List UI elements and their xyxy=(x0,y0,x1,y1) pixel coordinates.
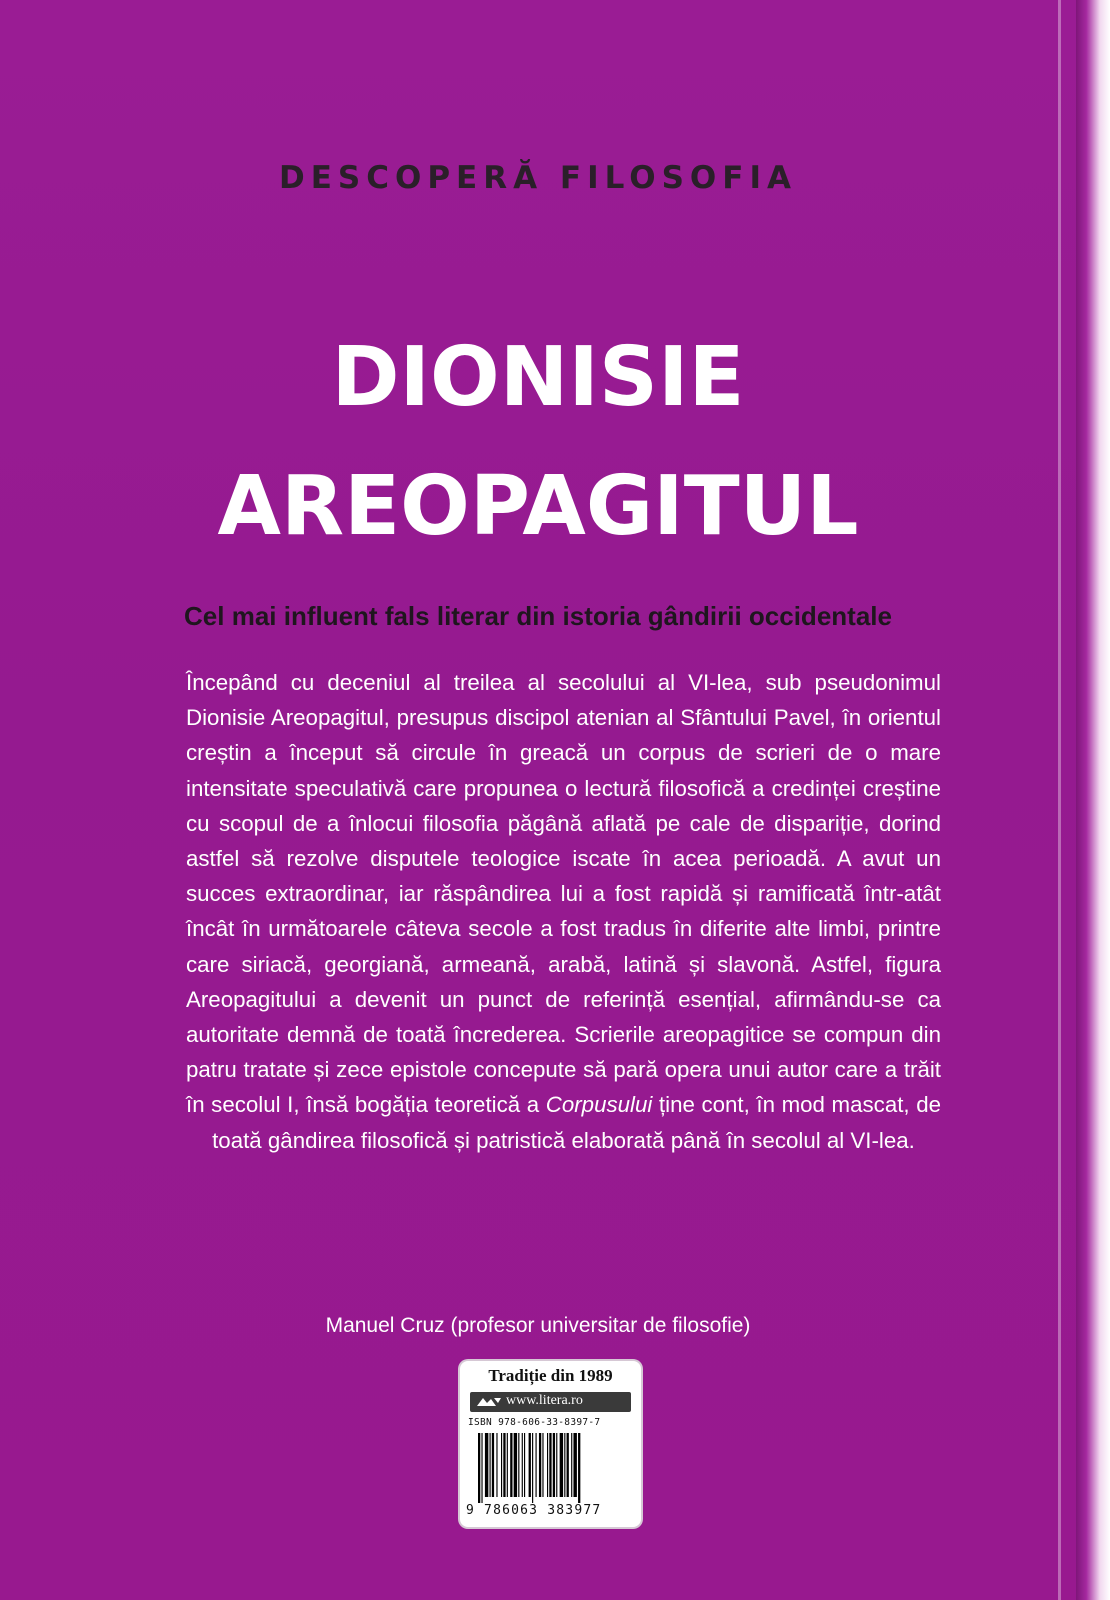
book-subtitle: Cel mai influent fals literar din istoria gândirii occidentale xyxy=(184,601,892,631)
barcode-stripe xyxy=(571,1433,572,1497)
barcode-stripe xyxy=(539,1433,541,1497)
isbn-text: ISBN 978-606-33-8397-7 xyxy=(468,1417,601,1428)
cover-fold-line xyxy=(1058,0,1061,1600)
barcode-stripe xyxy=(485,1433,488,1497)
barcode-stripe xyxy=(532,1433,533,1503)
blurb-text-part-1: Începând cu deceniul al treilea al secolului al VI-lea, sub pseudonimul Dionisie Areopagitul, presupus discipol atenian al Sfântului Pavel, în orientul creștin a început să circule în greacă un corpus de scrieri de o mare intensitate speculativă care propunea o lectură filosofică a credinței creștine cu scopul de a înlocui filosofia păgână aflată pe cale de dispariție, dorind astfel să rezolve disputele teologice iscate în acea perioadă. A avut un succes extraordinar, iar răspândirea lui a fost rapidă și ramificată într-atât încât în următoarele câteva secole a fost tradus în diferite alte limbi, printre care siriacă, georgiană, armeană, arabă, latină și slavonă. Astfel, figura Areopagitului a devenit un punct de referință esențial, afirmându-se ca autoritate demnă de toată încrederea. Scrierile areopagitice se compun din patru tratate și zece epistole concepute să pară opera unui autor care a trăit în secolul I, însă bogăția teoretică a xyxy=(186,670,941,1118)
barcode-stripe xyxy=(573,1433,576,1497)
barcode-stripe xyxy=(492,1433,494,1497)
book-title-line-1: DIONISIE xyxy=(331,330,745,425)
barcode-stripe xyxy=(556,1433,557,1497)
blurb-emphasis: Corpusului xyxy=(545,1092,653,1118)
barcode-stripe xyxy=(536,1433,537,1497)
publisher-website-bar xyxy=(470,1392,631,1412)
barcode-stripe xyxy=(496,1433,497,1497)
barcode-bars xyxy=(476,1433,626,1503)
barcode-stripe xyxy=(542,1433,543,1497)
book-spine-edge xyxy=(1076,0,1110,1600)
barcode-stripe xyxy=(549,1433,551,1497)
barcode-digits: 9 786063 383977 xyxy=(466,1503,602,1518)
barcode-stripe xyxy=(501,1433,502,1497)
barcode-stripe xyxy=(553,1433,555,1497)
barcode-stripe xyxy=(507,1433,508,1497)
barcode-stripe xyxy=(490,1433,491,1497)
barcode-stripe xyxy=(567,1433,569,1497)
publisher-website: www.litera.ro xyxy=(506,1393,583,1408)
book-title-line-2: AREOPAGITUL xyxy=(217,459,859,554)
series-label: DESCOPERĂ FILOSOFIA xyxy=(279,160,797,196)
barcode-stripe xyxy=(522,1433,523,1497)
blurb-text-part-2: ține cont, în mod mascat, de toată gândirea filosofică și patristică elaborată până în secolul al VI-lea. xyxy=(212,1092,942,1153)
barcode-stripe xyxy=(547,1433,548,1497)
barcode-stripe xyxy=(578,1433,580,1503)
barcode-stripe xyxy=(524,1433,525,1497)
barcode-stripe xyxy=(481,1433,482,1503)
publisher-tradition: Tradiție din 1989 xyxy=(488,1366,613,1385)
blurb-author: Manuel Cruz (profesor universitar de filosofie) xyxy=(325,1314,751,1337)
barcode-stripe xyxy=(564,1433,565,1497)
barcode-stripe xyxy=(510,1433,512,1497)
barcode-stripe xyxy=(529,1433,531,1497)
barcode-stripe xyxy=(518,1433,519,1497)
barcode-stripe xyxy=(560,1433,563,1497)
barcode-stripe xyxy=(514,1433,517,1497)
barcode-label xyxy=(460,1361,641,1527)
blurb-paragraph xyxy=(186,665,941,1158)
barcode-stripe xyxy=(478,1433,480,1503)
publisher-logo-icon xyxy=(474,1394,504,1410)
barcode-stripe xyxy=(503,1433,505,1497)
